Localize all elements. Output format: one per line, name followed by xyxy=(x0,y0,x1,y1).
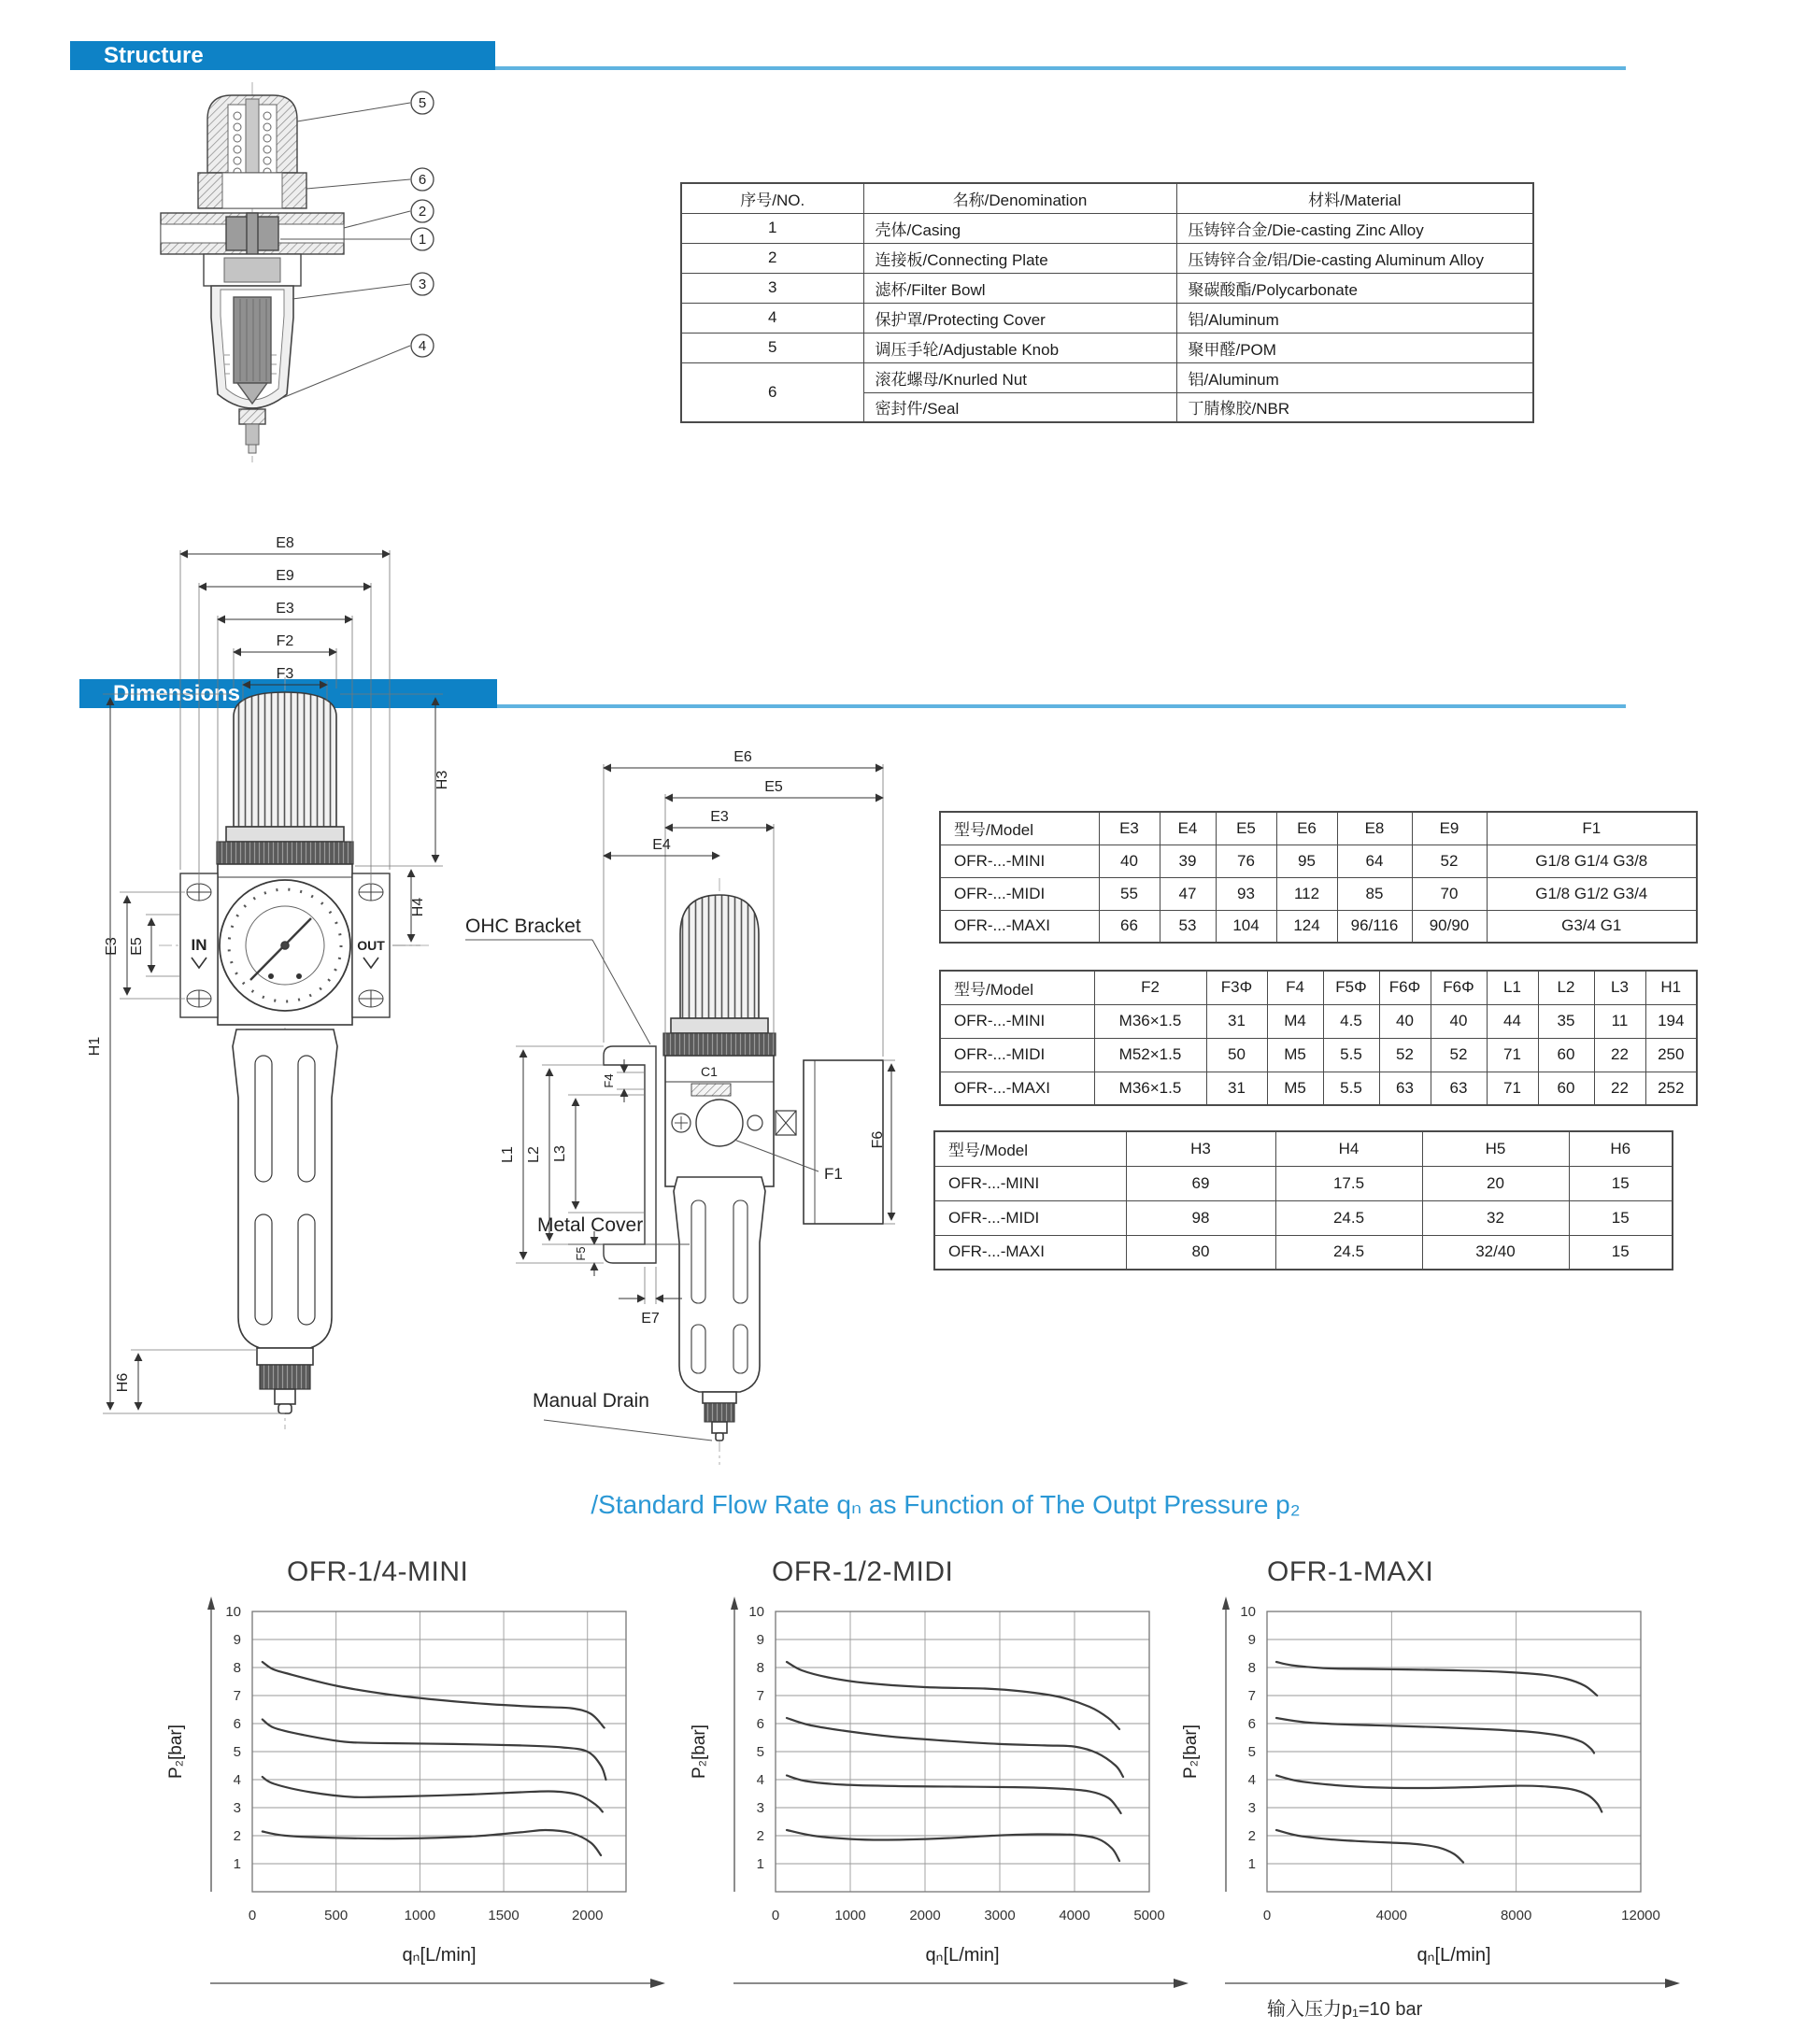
table-row xyxy=(940,1072,1697,1105)
part-name-cell: 连接板/Connecting Plate xyxy=(863,243,1176,273)
table-row xyxy=(940,877,1697,910)
table-row xyxy=(681,243,1533,273)
table-header-cell: E9 xyxy=(1412,812,1487,845)
flow-curve xyxy=(263,1830,601,1855)
value-cell: 85 xyxy=(1337,877,1412,910)
y-tick-label: 9 xyxy=(1247,1632,1256,1648)
y-axis-label: P₂[bar] xyxy=(690,1724,709,1780)
value-cell: 32 xyxy=(1422,1200,1569,1235)
value-cell: 40 xyxy=(1379,1004,1431,1038)
inlet-label: IN xyxy=(191,936,207,954)
port-bore xyxy=(696,1100,743,1146)
table-header-cell: F6Φ xyxy=(1431,971,1487,1004)
y-tick-label: 5 xyxy=(1247,1744,1256,1760)
callout-number-4: 4 xyxy=(418,338,427,354)
dim-label-l3: L3 xyxy=(552,1145,568,1162)
dimensions-table-3 xyxy=(933,1130,1672,1270)
table-header-cell: F1 xyxy=(1487,812,1697,845)
flow-curve xyxy=(787,1830,1119,1861)
table-header-row xyxy=(940,971,1697,1004)
value-cell: M4 xyxy=(1267,1004,1323,1038)
dimension-table xyxy=(933,1130,1673,1270)
drain-knurl xyxy=(260,1365,310,1389)
dim-label-h3: H3 xyxy=(434,770,450,790)
value-cell: 44 xyxy=(1487,1004,1538,1038)
value-cell: 20 xyxy=(1422,1166,1569,1200)
dim-label-f2: F2 xyxy=(276,633,294,649)
table-header-row xyxy=(940,812,1697,845)
metal-cover-label: Metal Cover xyxy=(537,1214,644,1236)
table-header-cell: 型号/Model xyxy=(940,812,1099,845)
y-tick-label: 2 xyxy=(233,1828,241,1844)
model-cell: OFR-...-MAXI xyxy=(940,1072,1094,1105)
dimension-table xyxy=(939,970,1698,1106)
part-material-cell: 丁腈橡胶/NBR xyxy=(1176,392,1533,422)
part-name-cell: 滚花螺母/Knurled Nut xyxy=(863,362,1176,392)
value-cell: 52 xyxy=(1379,1038,1431,1072)
table-header-cell: L1 xyxy=(1487,971,1538,1004)
filter-bowl xyxy=(674,1177,765,1392)
outlet-label: OUT xyxy=(357,938,385,953)
dim-label-c1: C1 xyxy=(701,1064,718,1079)
y-tick-label: 6 xyxy=(1247,1716,1256,1732)
y-tick-label: 5 xyxy=(233,1744,241,1760)
dim-label-e8: E8 xyxy=(276,535,294,551)
value-cell: 63 xyxy=(1431,1072,1487,1105)
dim-label-e3: E3 xyxy=(710,809,729,825)
table-row xyxy=(681,333,1533,362)
table-header-cell: F5Φ xyxy=(1323,971,1379,1004)
dim-label-f3: F3 xyxy=(276,666,294,682)
value-cell: 124 xyxy=(1276,910,1337,943)
dim-label-h6: H6 xyxy=(115,1372,131,1393)
part-name-cell: 调压手轮/Adjustable Knob xyxy=(863,333,1176,362)
table-header-cell: 材料/Material xyxy=(1176,183,1533,213)
table-row xyxy=(940,910,1697,943)
flow-curve xyxy=(263,1662,605,1728)
value-cell: 31 xyxy=(1206,1004,1267,1038)
y-axis-label: P₂[bar] xyxy=(166,1724,186,1780)
value-cell: 112 xyxy=(1276,877,1337,910)
value-cell: 15 xyxy=(1569,1235,1673,1270)
value-cell: 35 xyxy=(1538,1004,1594,1038)
part-name-cell: 保护罩/Protecting Cover xyxy=(863,303,1176,333)
value-cell: 22 xyxy=(1594,1038,1645,1072)
y-tick-label: 10 xyxy=(748,1604,764,1620)
model-cell: OFR-...-MIDI xyxy=(940,1038,1094,1072)
value-cell: 47 xyxy=(1160,877,1216,910)
y-tick-label: 10 xyxy=(1240,1604,1256,1620)
table-row xyxy=(940,845,1697,877)
part-number-cell: 3 xyxy=(681,273,863,303)
value-cell: 52 xyxy=(1412,845,1487,877)
y-axis-label: P₂[bar] xyxy=(1181,1724,1201,1780)
dimensions-table-1 xyxy=(939,811,1696,944)
flow-curve xyxy=(1276,1662,1597,1696)
table-header-cell: H6 xyxy=(1569,1131,1673,1166)
flow-curve xyxy=(787,1718,1123,1777)
table-row xyxy=(681,213,1533,243)
structure-header-rule xyxy=(495,66,1626,70)
y-tick-label: 2 xyxy=(756,1828,764,1844)
flow-chart-mini xyxy=(112,1583,691,2013)
value-cell: 64 xyxy=(1337,845,1412,877)
table-header-cell: F6Φ xyxy=(1379,971,1431,1004)
x-tick-label: 0 xyxy=(1262,1908,1272,1923)
part-number-cell: 4 xyxy=(681,303,863,333)
table-header-cell: E4 xyxy=(1160,812,1216,845)
chart-title-maxi: OFR-1-MAXI xyxy=(1267,1556,1434,1587)
x-tick-label: 1000 xyxy=(834,1908,866,1923)
dim-label-h1: H1 xyxy=(87,1036,103,1057)
y-tick-label: 3 xyxy=(1247,1800,1256,1816)
x-axis-label: qₙ[L/min] xyxy=(1417,1945,1491,1966)
knurled-ring xyxy=(217,842,353,864)
structure-section-header xyxy=(70,41,495,70)
model-cell: OFR-...-MINI xyxy=(940,845,1099,877)
front-device xyxy=(180,692,390,1413)
x-tick-label: 4000 xyxy=(1059,1908,1090,1923)
value-cell: 76 xyxy=(1216,845,1276,877)
part-number-cell: 5 xyxy=(681,333,863,362)
structure-parts-table xyxy=(680,182,1532,423)
part-name-cell: 滤杯/Filter Bowl xyxy=(863,273,1176,303)
value-cell: G1/8 G1/2 G3/4 xyxy=(1487,877,1697,910)
value-cell: 95 xyxy=(1276,845,1337,877)
y-tick-label: 8 xyxy=(1247,1660,1256,1676)
table-row xyxy=(934,1235,1673,1270)
value-cell: 104 xyxy=(1216,910,1276,943)
x-tick-label: 1500 xyxy=(488,1908,520,1923)
flow-curve xyxy=(1276,1830,1463,1863)
callout-number-3: 3 xyxy=(418,277,427,292)
value-cell: 40 xyxy=(1431,1004,1487,1038)
y-tick-label: 9 xyxy=(233,1632,241,1648)
chart-title-midi: OFR-1/2-MIDI xyxy=(772,1556,954,1587)
y-tick-label: 6 xyxy=(756,1716,764,1732)
value-cell: G1/8 G1/4 G3/8 xyxy=(1487,845,1697,877)
side-view-drawing xyxy=(411,738,897,1476)
y-tick-label: 6 xyxy=(233,1716,241,1732)
flow-curve xyxy=(263,1720,606,1781)
value-cell: 71 xyxy=(1487,1072,1538,1105)
y-tick-label: 1 xyxy=(1247,1856,1256,1872)
structure-cross-section-drawing xyxy=(140,75,458,486)
part-material-cell: 聚甲醛/POM xyxy=(1176,333,1533,362)
table-row xyxy=(940,1004,1697,1038)
dim-label-f1: F1 xyxy=(824,1165,843,1183)
value-cell: 93 xyxy=(1216,877,1276,910)
adjustable-knob xyxy=(234,692,336,827)
y-tick-label: 5 xyxy=(756,1744,764,1760)
flow-chart-maxi xyxy=(1127,1583,1706,2013)
drain-knurl xyxy=(705,1403,734,1422)
value-cell: 90/90 xyxy=(1412,910,1487,943)
model-cell: OFR-...-MAXI xyxy=(940,910,1099,943)
dim-label-e7: E7 xyxy=(641,1311,660,1327)
table-row xyxy=(940,1038,1697,1072)
part-material-cell: 铝/Aluminum xyxy=(1176,362,1533,392)
dim-label-e9: E9 xyxy=(276,568,294,584)
part-name-cell: 壳体/Casing xyxy=(863,213,1176,243)
x-tick-label: 500 xyxy=(324,1908,349,1923)
knurled-ring xyxy=(663,1033,776,1056)
table-header-cell: E6 xyxy=(1276,812,1337,845)
value-cell: M52×1.5 xyxy=(1094,1038,1206,1072)
y-tick-label: 3 xyxy=(233,1800,241,1816)
model-cell: OFR-...-MINI xyxy=(940,1004,1094,1038)
y-tick-label: 8 xyxy=(233,1660,241,1676)
value-cell: 63 xyxy=(1379,1072,1431,1105)
dim-label-e3-top: E3 xyxy=(276,601,294,617)
y-tick-label: 7 xyxy=(1247,1688,1256,1704)
value-cell: 60 xyxy=(1538,1038,1594,1072)
value-cell: 70 xyxy=(1412,877,1487,910)
value-cell: 194 xyxy=(1645,1004,1697,1038)
value-cell: 32/40 xyxy=(1422,1235,1569,1270)
value-cell: 60 xyxy=(1538,1072,1594,1105)
flow-curve xyxy=(1276,1776,1602,1812)
part-material-cell: 铝/Aluminum xyxy=(1176,303,1533,333)
value-cell: 24.5 xyxy=(1275,1200,1422,1235)
x-tick-label: 8000 xyxy=(1500,1908,1532,1923)
structure-table xyxy=(680,182,1534,423)
value-cell: 4.5 xyxy=(1323,1004,1379,1038)
x-tick-label: 4000 xyxy=(1375,1908,1408,1923)
value-cell: G3/4 G1 xyxy=(1487,910,1697,943)
dim-label-f6: F6 xyxy=(870,1130,886,1149)
structure-section-title: Structure xyxy=(104,43,204,68)
table-header-cell: L2 xyxy=(1538,971,1594,1004)
part-number-cell: 6 xyxy=(681,362,863,422)
y-tick-label: 3 xyxy=(756,1800,764,1816)
x-tick-label: 0 xyxy=(248,1908,257,1923)
value-cell: M36×1.5 xyxy=(1094,1004,1206,1038)
y-tick-label: 2 xyxy=(1247,1828,1256,1844)
dimension-table xyxy=(939,811,1698,944)
dimensions-section-title: Dimensions xyxy=(113,681,241,706)
value-cell: 66 xyxy=(1099,910,1160,943)
table-header-cell: H3 xyxy=(1126,1131,1275,1166)
x-tick-label: 3000 xyxy=(984,1908,1016,1923)
table-header-cell: H1 xyxy=(1645,971,1697,1004)
flow-chart-svg xyxy=(1127,1583,1706,2013)
x-tick-label: 2000 xyxy=(909,1908,941,1923)
part-number-cell: 1 xyxy=(681,213,863,243)
value-cell: 252 xyxy=(1645,1072,1697,1105)
value-cell: M5 xyxy=(1267,1072,1323,1105)
table-row xyxy=(681,303,1533,333)
table-header-cell: L3 xyxy=(1594,971,1645,1004)
value-cell: 5.5 xyxy=(1323,1038,1379,1072)
value-cell: 55 xyxy=(1099,877,1160,910)
value-cell: 69 xyxy=(1126,1166,1275,1200)
chart-title-mini: OFR-1/4-MINI xyxy=(287,1556,469,1587)
dim-label-h4: H4 xyxy=(410,897,426,917)
model-cell: OFR-...-MIDI xyxy=(940,877,1099,910)
table-header-cell: 名称/Denomination xyxy=(863,183,1176,213)
dim-label-f4: F4 xyxy=(602,1073,616,1088)
value-cell: 80 xyxy=(1126,1235,1275,1270)
value-cell: 31 xyxy=(1206,1072,1267,1105)
table-header-cell: 型号/Model xyxy=(934,1131,1126,1166)
table-header-cell: H5 xyxy=(1422,1131,1569,1166)
value-cell: 96/116 xyxy=(1337,910,1412,943)
value-cell: 17.5 xyxy=(1275,1166,1422,1200)
part-material-cell: 聚碳酸酯/Polycarbonate xyxy=(1176,273,1533,303)
x-axis-label: qₙ[L/min] xyxy=(402,1945,477,1966)
dim-label-e5: E5 xyxy=(764,779,783,795)
y-tick-label: 10 xyxy=(225,1604,241,1620)
table-header-cell: E5 xyxy=(1216,812,1276,845)
model-cell: OFR-...-MIDI xyxy=(934,1200,1126,1235)
table-header-row xyxy=(681,183,1533,213)
value-cell: 50 xyxy=(1206,1038,1267,1072)
value-cell: 11 xyxy=(1594,1004,1645,1038)
y-tick-label: 4 xyxy=(1247,1772,1256,1788)
dim-label-e6: E6 xyxy=(733,749,752,765)
filter-element xyxy=(234,297,271,383)
filter-bowl xyxy=(233,1029,337,1348)
y-tick-label: 9 xyxy=(756,1632,764,1648)
y-tick-label: 8 xyxy=(756,1660,764,1676)
callout-number-5: 5 xyxy=(418,95,427,111)
dim-label-f5: F5 xyxy=(574,1246,588,1261)
value-cell: 15 xyxy=(1569,1200,1673,1235)
value-cell: 22 xyxy=(1594,1072,1645,1105)
table-header-cell: E8 xyxy=(1337,812,1412,845)
y-tick-label: 1 xyxy=(756,1856,764,1872)
y-tick-label: 7 xyxy=(233,1688,241,1704)
value-cell: 71 xyxy=(1487,1038,1538,1072)
dim-label-e5: E5 xyxy=(129,937,145,956)
ohc-bracket-label: OHC Bracket xyxy=(465,916,581,937)
value-cell: 39 xyxy=(1160,845,1216,877)
table-header-cell: 型号/Model xyxy=(940,971,1094,1004)
part-name-cell: 密封件/Seal xyxy=(863,392,1176,422)
callout-number-6: 6 xyxy=(418,172,427,188)
value-cell: 98 xyxy=(1126,1200,1275,1235)
table-row xyxy=(934,1166,1673,1200)
table-header-cell: F4 xyxy=(1267,971,1323,1004)
x-tick-label: 1000 xyxy=(404,1908,436,1923)
adjustable-knob xyxy=(680,895,759,1018)
table-header-cell: E3 xyxy=(1099,812,1160,845)
drain-section xyxy=(239,409,265,424)
y-tick-label: 4 xyxy=(233,1772,241,1788)
value-cell: 40 xyxy=(1099,845,1160,877)
callout-number-2: 2 xyxy=(418,204,427,220)
table-header-cell: F3Φ xyxy=(1206,971,1267,1004)
dimensions-table-2 xyxy=(939,970,1696,1106)
flow-curve xyxy=(263,1777,603,1812)
table-header-cell: 序号/NO. xyxy=(681,183,863,213)
y-tick-label: 7 xyxy=(756,1688,764,1704)
value-cell: M36×1.5 xyxy=(1094,1072,1206,1105)
table-header-cell: H4 xyxy=(1275,1131,1422,1166)
value-cell: M5 xyxy=(1267,1038,1323,1072)
table-row xyxy=(681,362,1533,392)
callout-number-1: 1 xyxy=(418,232,427,248)
value-cell: 52 xyxy=(1431,1038,1487,1072)
value-cell: 5.5 xyxy=(1323,1072,1379,1105)
table-header-cell: F2 xyxy=(1094,971,1206,1004)
y-tick-label: 1 xyxy=(233,1856,241,1872)
model-cell: OFR-...-MAXI xyxy=(934,1235,1126,1270)
dim-label-l2: L2 xyxy=(526,1146,542,1163)
model-cell: OFR-...-MINI xyxy=(934,1166,1126,1200)
value-cell: 15 xyxy=(1569,1166,1673,1200)
value-cell: 24.5 xyxy=(1275,1235,1422,1270)
input-pressure-note: 输入压力p₁=10 bar xyxy=(1267,1999,1423,2020)
y-tick-label: 4 xyxy=(756,1772,764,1788)
value-cell: 250 xyxy=(1645,1038,1697,1072)
dimensions-header-rule xyxy=(497,704,1626,708)
flow-chart-svg xyxy=(112,1583,691,2013)
x-tick-label: 2000 xyxy=(572,1908,604,1923)
manual-drain-label: Manual Drain xyxy=(533,1390,649,1412)
table-row xyxy=(681,273,1533,303)
part-number-cell: 2 xyxy=(681,243,863,273)
dim-label-l1: L1 xyxy=(500,1146,516,1163)
x-tick-label: 12000 xyxy=(1621,1908,1660,1923)
x-tick-label: 5000 xyxy=(1133,1908,1165,1923)
part-material-cell: 压铸锌合金/Die-casting Zinc Alloy xyxy=(1176,213,1533,243)
part-material-cell: 压铸锌合金/铝/Die-casting Aluminum Alloy xyxy=(1176,243,1533,273)
x-axis-label: qₙ[L/min] xyxy=(925,1945,1000,1966)
dim-label-e3-left: E3 xyxy=(104,937,120,956)
x-tick-label: 0 xyxy=(771,1908,780,1923)
value-cell: 53 xyxy=(1160,910,1216,943)
dim-label-e4: E4 xyxy=(652,837,671,853)
front-view-drawing xyxy=(65,518,467,1462)
flow-section-title: /Standard Flow Rate qₙ as Function of The Outpt Pressure p₂ xyxy=(591,1490,1301,1519)
table-row xyxy=(934,1200,1673,1235)
table-header-row xyxy=(934,1131,1673,1166)
